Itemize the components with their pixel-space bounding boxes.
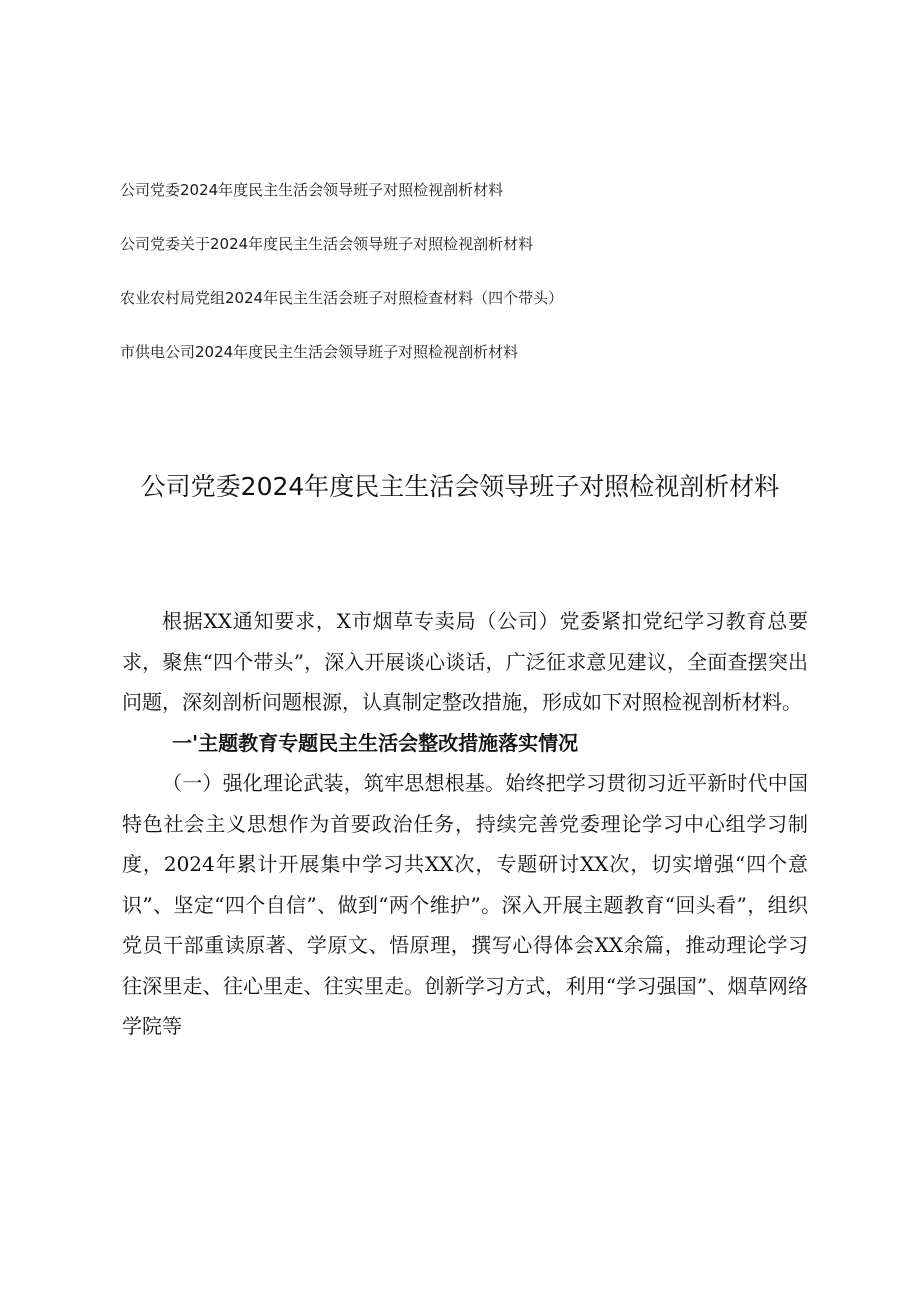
intro-paragraph: 根据XX通知要求，X市烟草专卖局（公司）党委紧扣党纪学习教育总要求，聚焦“四个带头”，深入开展谈心谈话，广泛征求意见建议，全面查摆突出问题，深刻剖析问题根源，认真制定整改措施，形成如下对照检视剖析材料。	[122, 609, 808, 714]
toc-item-3[interactable]: 农业农村局党组2024年民主生活会班子对照检查材料（四个带头）	[120, 289, 564, 307]
toc-item-4[interactable]: 市供电公司2024年度民主生活会领导班子对照检视剖析材料	[120, 343, 519, 361]
section-heading: 一'主题教育专题民主生活会整改措施落实情况	[172, 730, 579, 755]
body-paragraph: （一）强化理论武装，筑牢思想根基。始终把学习贯彻习近平新时代中国特色社会主义思想作为首要政治任务，持续完善党委理论学习中心组学习制度，2024年累计开展集中学习共XX次，专题研讨XX次，切实增强“四个意识”、坚定“四个自信”、做到“两个维护”。深入开展主题教育“回头看”，组织党员干部重读原著、学原文、悟原理，撰写心得体会XX余篇，推动理论学习往深里走、往心里走、往实里走。创新学习方式，利用“学习强国”、烟草网络学院等	[122, 771, 808, 1038]
document-title: 公司党委2024年度民主生活会领导班子对照检视剖析材料	[140, 472, 780, 501]
table-of-contents	[120, 180, 820, 396]
toc-item-2[interactable]: 公司党委关于2024年度民主生活会领导班子对照检视剖析材料	[120, 235, 534, 253]
toc-item-1[interactable]: 公司党委2024年度民主生活会领导班子对照检视剖析材料	[120, 181, 504, 199]
document-body	[122, 601, 808, 1047]
